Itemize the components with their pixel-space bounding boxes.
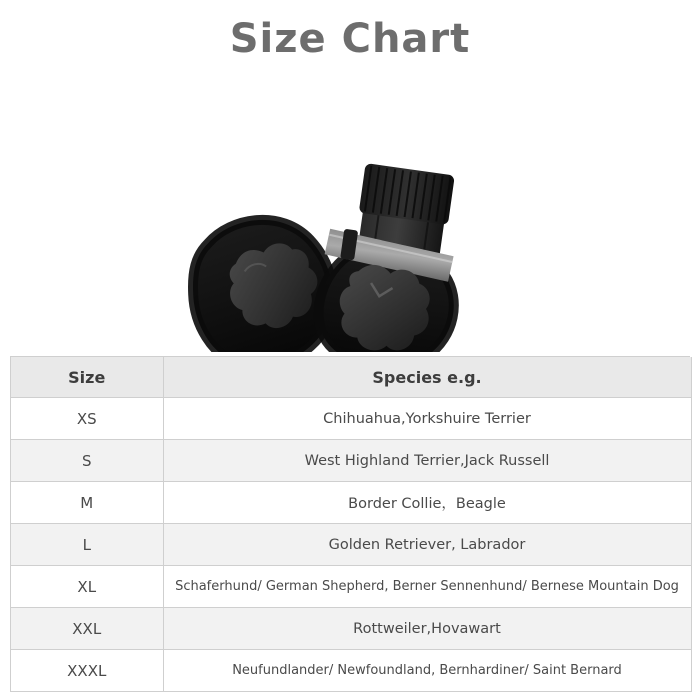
table-row — [11, 524, 691, 566]
cell-size: XXL — [11, 608, 163, 650]
size-chart-table — [11, 357, 692, 692]
size-chart-table-wrap — [10, 356, 690, 692]
cell-species: Border Collie，Beagle — [163, 482, 691, 524]
table-row — [11, 398, 691, 440]
cell-size: M — [11, 482, 163, 524]
column-header-size: Size — [11, 357, 163, 398]
table-row — [11, 650, 691, 692]
cell-size: XL — [11, 566, 163, 608]
cell-size: XS — [11, 398, 163, 440]
cell-species: Chihuahua,Yorkshuire Terrier — [163, 398, 691, 440]
table-row — [11, 482, 691, 524]
cell-species: Neufundlander/ Newfoundland, Bernhardiner/ Saint Bernard — [163, 650, 691, 692]
cell-size: XXXL — [11, 650, 163, 692]
cell-size: L — [11, 524, 163, 566]
product-image-area — [0, 62, 700, 352]
table-header-row — [11, 357, 691, 398]
cell-species: Rottweiler,Hovawart — [163, 608, 691, 650]
table-row — [11, 566, 691, 608]
cell-species: Golden Retriever, Labrador — [163, 524, 691, 566]
column-header-species: Species e.g. — [163, 357, 691, 398]
cell-species: Schaferhund/ German Shepherd, Berner Sennenhund/ Bernese Mountain Dog — [163, 566, 691, 608]
page-title: Size Chart — [229, 16, 471, 62]
cell-species: West Highland Terrier,Jack Russell — [163, 440, 691, 482]
dog-boots-illustration — [0, 62, 700, 352]
table-row — [11, 440, 691, 482]
cell-size: S — [11, 440, 163, 482]
table-row — [11, 608, 691, 650]
